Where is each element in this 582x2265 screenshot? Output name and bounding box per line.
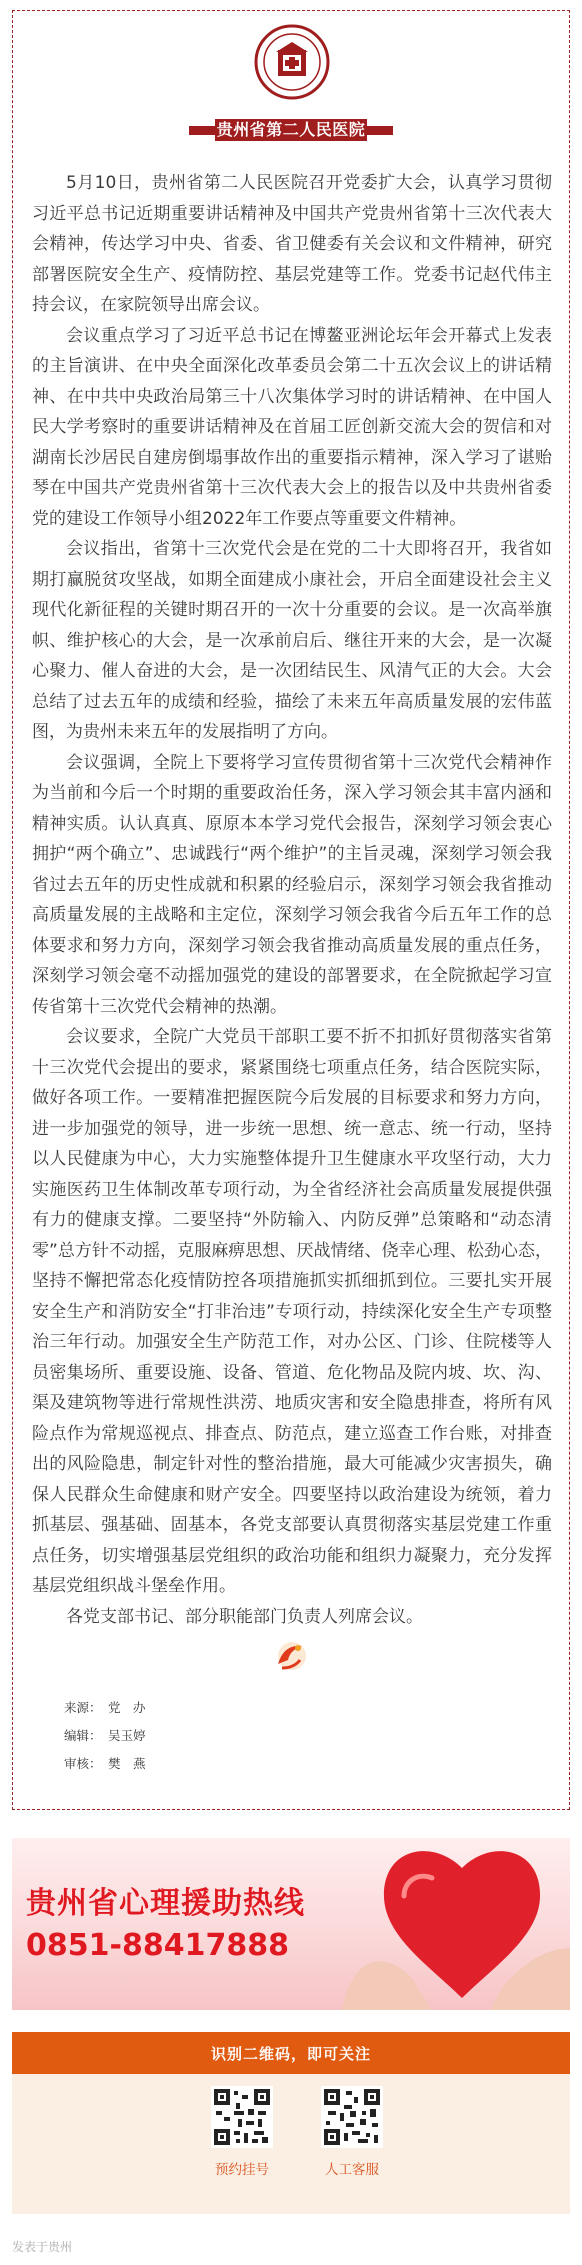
article-body xyxy=(32,168,552,1632)
hospital-seal-logo-icon xyxy=(254,24,330,100)
hospital-name: 贵州省第二人民医院 xyxy=(216,120,366,139)
credit-row-editor xyxy=(64,1722,146,1750)
party-emblem-icon xyxy=(268,1634,312,1678)
credit-key: 审核： xyxy=(64,1756,102,1771)
article-paragraph: 5月10日，贵州省第二人民医院召开党委扩大会，认真学习贯彻习近平总书记近期重要讲话精神及中国共产党贵州省第十三次代表大会精神，传达学习中央、省委、省卫健委有关会议和文件精神，研究部署医院安全生产、疫情防控、基层党建等工作。党委书记赵代伟主持会议，在家院领导出席会议。 xyxy=(32,173,552,315)
follow-bar xyxy=(12,2032,570,2074)
hospital-title-row xyxy=(0,118,582,142)
credit-key: 来源： xyxy=(64,1700,102,1715)
qr-section xyxy=(12,2074,570,2214)
article-paragraph: 各党支部书记、部分职能部门负责人列席会议。 xyxy=(66,1606,423,1627)
title-bar-right xyxy=(367,126,393,135)
credit-value: 樊 燕 xyxy=(108,1756,146,1771)
qr-label: 人工客服 xyxy=(325,2162,379,2178)
published-in: 发表于贵州 xyxy=(12,2240,73,2254)
qr-code-icon[interactable] xyxy=(211,2086,273,2148)
qr-item-customer-service[interactable] xyxy=(312,2086,392,2178)
hotline-title: 贵州省心理援助热线 xyxy=(26,1886,305,1921)
credit-value: 党 办 xyxy=(108,1700,146,1715)
credit-value: 吴玉婷 xyxy=(108,1728,146,1743)
credit-key: 编辑： xyxy=(64,1728,102,1743)
credit-row-reviewer xyxy=(64,1750,146,1778)
article-paragraph: 会议要求，全院广大党员干部职工要不折不扣抓好贯彻落实省第十三次党代会提出的要求，紧紧围绕七项重点任务，结合医院实际，做好各项工作。一要精准把握医院今后发展的目标要求和努力方向，进一步加强党的领导，进一步统一思想、统一意志、统一行动，坚持以人民健康为中心，大力实施整体提升卫生健康水平攻坚行动，大力实施医药卫生体制改革专项行动，为全省经济社会高质量发展提供强有力的健康支撑。二要坚持“外防输入、内防反弹”总策略和“动态清零”总方针不动摇，克服麻痹思想、厌战情绪、侥幸心理、松劲心态，坚持不懈把常态化疫情防控各项措施抓实抓细抓到位。三要扎实开展安全生产和消防安全“打非治违”专项行动，持续深化安全生产专项整治三年行动。加强安全生产防范工作，对办公区、门诊、住院楼等人员密集场所、重要设施、设备、管道、危化物品及院内坡、坎、沟、渠及建筑物等进行常规性洪涝、地质灾害和安全隐患排查，将所有风险点作为常规巡视点、排查点、防范点，建立巡查工作台账，对排查出的风险隐患，制定针对性的整治措施，最大可能减少灾害损失，确保人民群众生命健康和财产安全。四要坚持以政治建设为统领，着力抓基层、强基础、固基本，各党支部要认真贯彻落实基层党建工作重点任务，切实增强基层党组织的政治功能和组织力凝聚力，充分发挥基层党组织战斗堡垒作用。 xyxy=(32,1027,552,1596)
hotline-phone[interactable]: 0851-88417888 xyxy=(26,1928,289,1963)
article-paragraph: 会议指出，省第十三次党代会是在党的二十大即将召开，我省如期打赢脱贫攻坚战，如期全面建成小康社会，开启全面建设社会主义现代化新征程的关键时期召开的一次十分重要的会议。是一次高举旗帜、维护核心的大会，是一次承前启后、继往开来的大会，是一次凝心聚力、催人奋进的大会，是一次团结民生、风清气正的大会。大会总结了过去五年的成绩和经验，描绘了未来五年高质量发展的宏伟蓝图，为贵州未来五年的发展指明了方向。 xyxy=(32,539,552,742)
qr-item-appointment[interactable] xyxy=(202,2086,282,2178)
article-paragraph: 会议强调，全院上下要将学习宣传贯彻省第十三次党代会精神作为当前和今后一个时期的重要政治任务，深入学习领会其丰富内涵和精神实质。认认真真、原原本本学习党代会报告，深刻学习领会衷心拥护“两个确立”、忠诚践行“两个维护”的主旨灵魂，深刻学习领会我省过去五年的历史性成就和积累的经验启示，深刻学习领会我省推动高质量发展的主战略和主定位，深刻学习领会我省今后五年工作的总体要求和努力方向，深刻学习领会我省推动高质量发展的重点任务，深刻学习领会毫不动摇加强党的建设的部署要求，在全院掀起学习宣传省第十三次党代会精神的热潮。 xyxy=(32,752,552,1017)
title-bar-left xyxy=(189,126,215,135)
hotline-banner[interactable] xyxy=(12,1838,570,2010)
qr-code-icon[interactable] xyxy=(321,2086,383,2148)
credits xyxy=(64,1694,146,1778)
credit-row-source xyxy=(64,1694,146,1722)
follow-text: 识别二维码，即可关注 xyxy=(210,2044,371,2063)
qr-label: 预约挂号 xyxy=(215,2162,269,2178)
article-paragraph: 会议重点学习了习近平总书记在博鳌亚洲论坛年会开幕式上发表的主旨演讲、在中央全面深化改革委员会第二十五次会议上的讲话精神、在中共中央政治局第三十八次集体学习时的讲话精神、在中国人民大学考察时的重要讲话精神及在首届工匠创新交流大会的贺信和对湖南长沙居民自建房倒塌事故作出的重要指示精神，深入学习了谌贻琴在中国共产党贵州省第十三次代表大会上的报告以及中共贵州省委党的建设工作领导小组2022年工作要点等重要文件精神。 xyxy=(32,325,552,529)
heart-hands-icon xyxy=(312,1838,570,2010)
